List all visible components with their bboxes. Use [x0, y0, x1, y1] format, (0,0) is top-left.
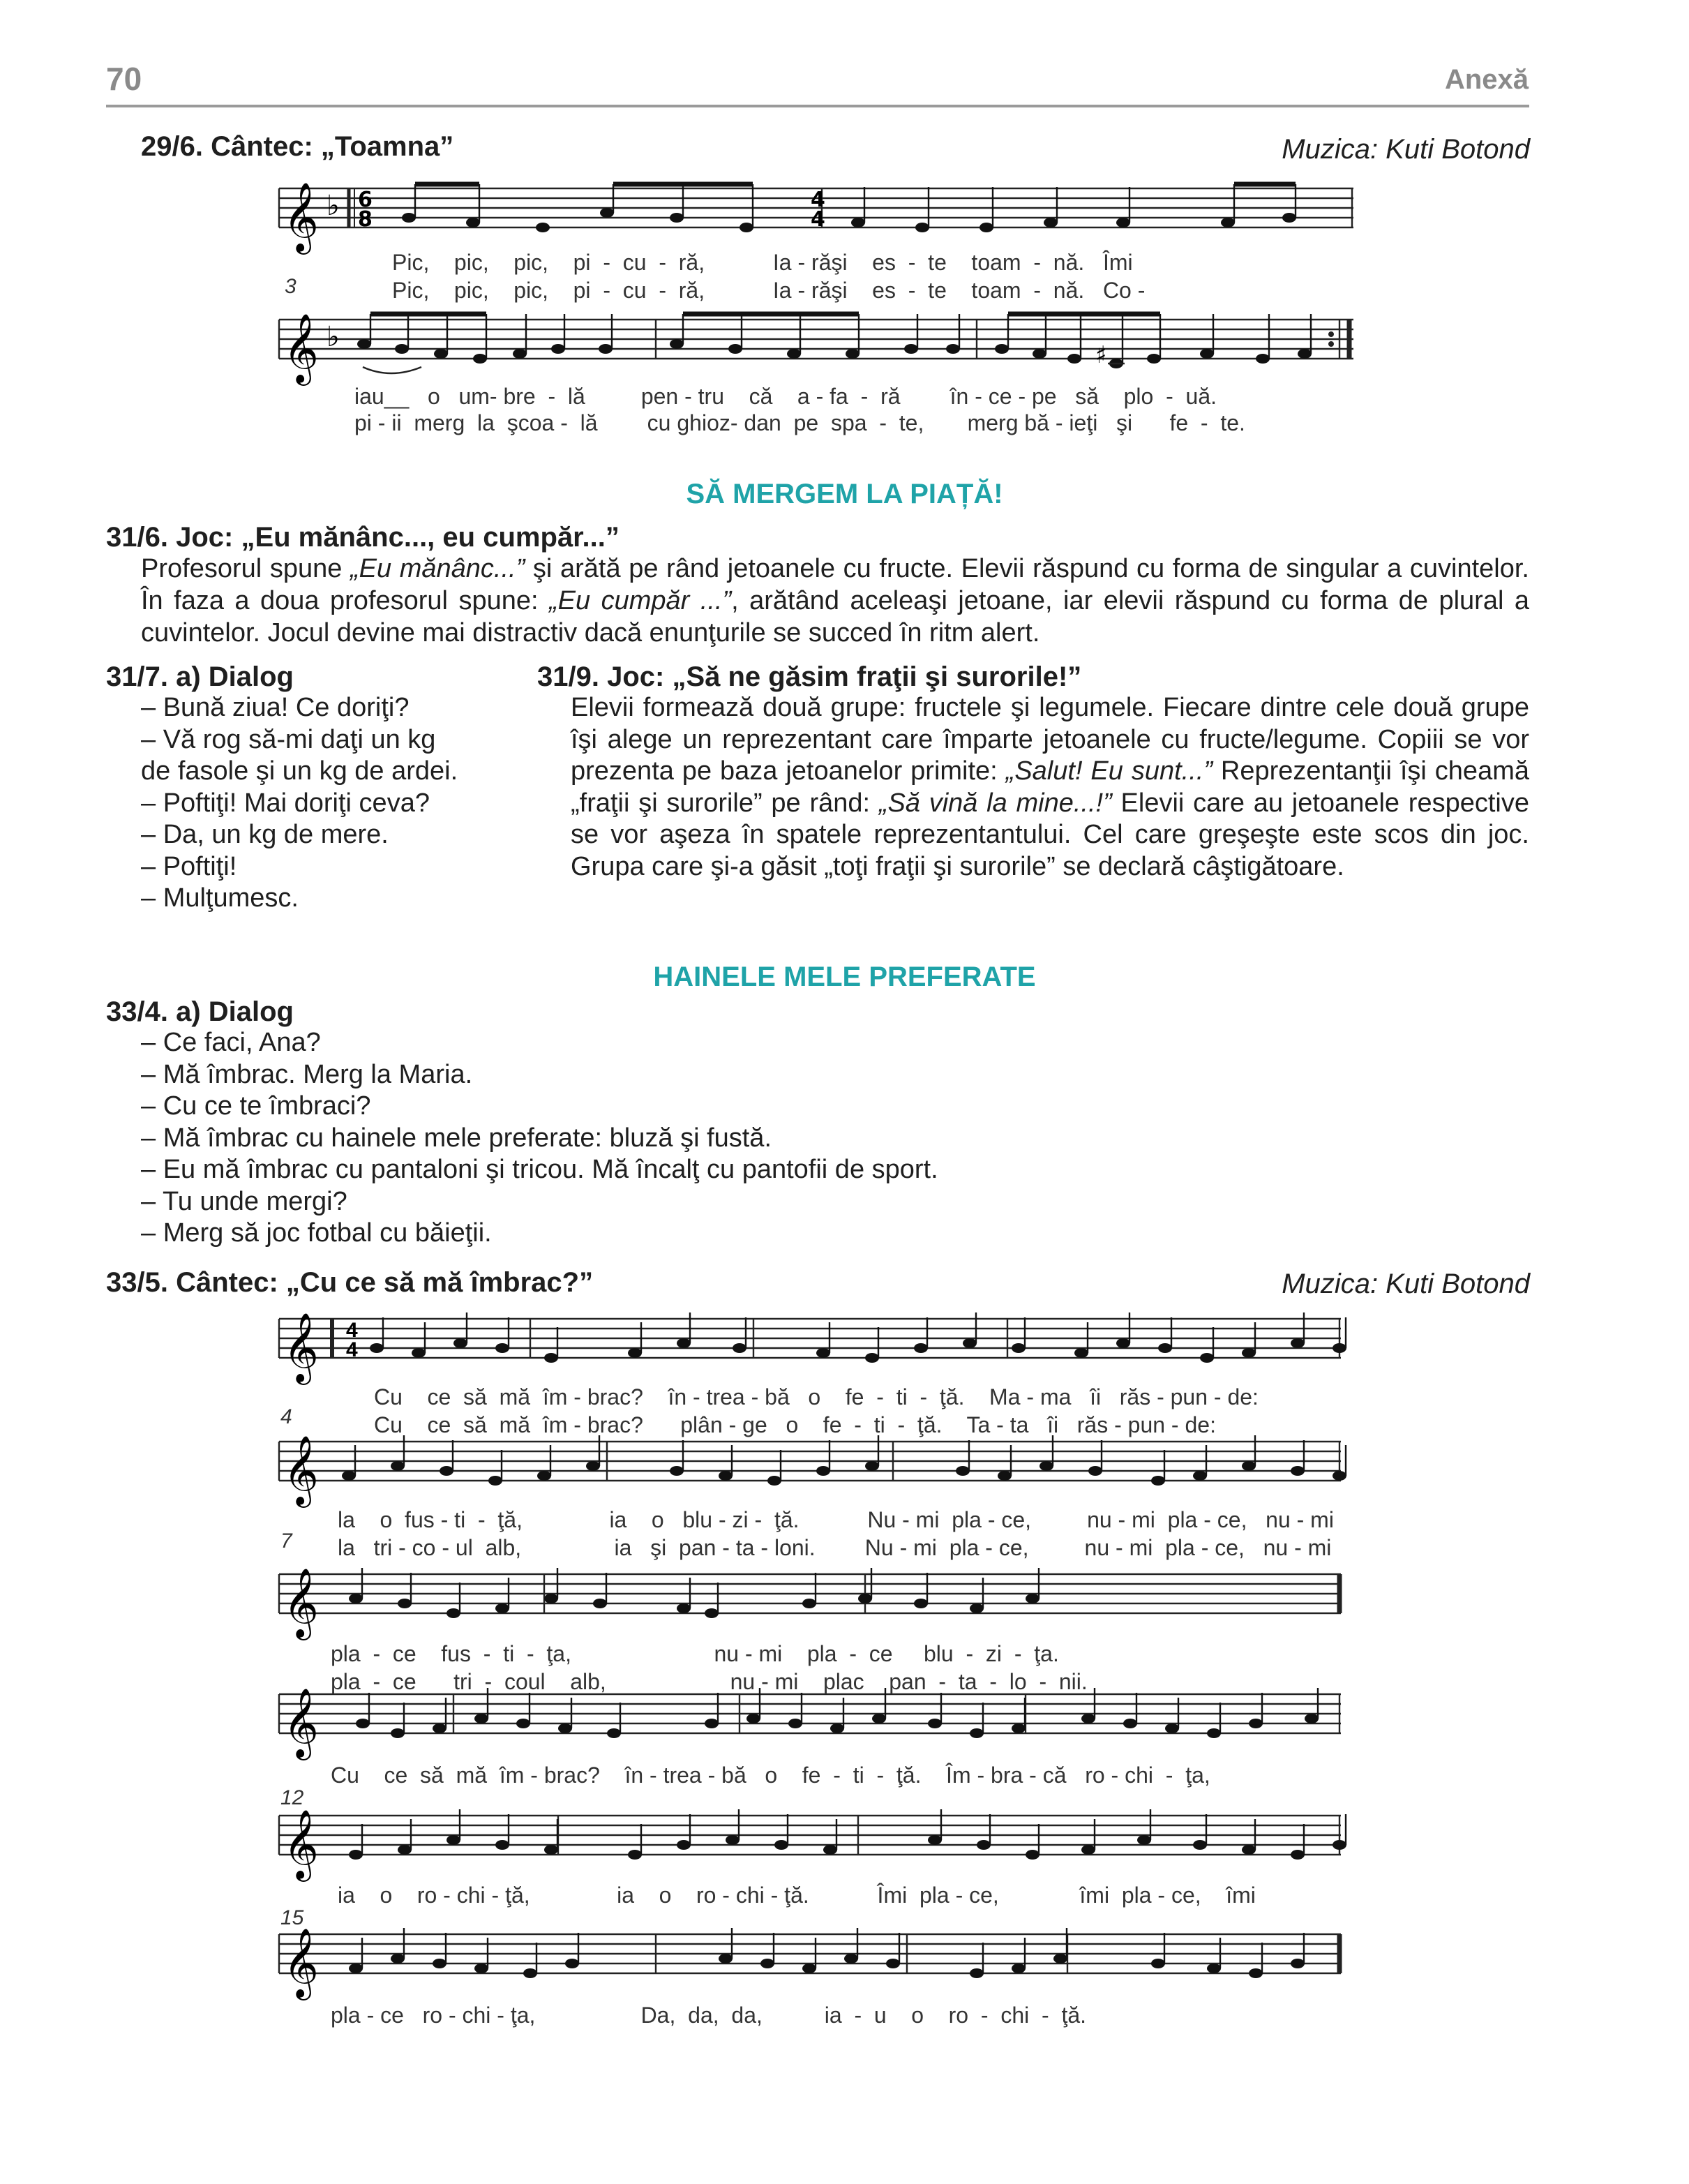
- note-head: [391, 1728, 405, 1738]
- note-head: [1012, 1343, 1026, 1353]
- note-head: [1291, 1466, 1305, 1476]
- note-head: [1081, 1714, 1095, 1723]
- note-head: [1207, 1964, 1221, 1973]
- dialog-line: – Merg să joc fotbal cu băieţii.: [141, 1218, 492, 1248]
- note-head: [1074, 1348, 1088, 1358]
- note-head: [446, 1835, 460, 1845]
- measure-number: 7: [280, 1529, 292, 1553]
- note-head: [726, 1835, 740, 1845]
- svg-text:♯: ♯: [1095, 341, 1107, 369]
- measure-number: 4: [280, 1405, 292, 1428]
- note-head: [1242, 1461, 1256, 1471]
- note-head: [342, 1471, 356, 1481]
- note-head: [440, 1466, 453, 1476]
- note-head: [495, 1603, 509, 1613]
- note-head: [802, 1599, 816, 1608]
- dialog-line: – Cu ce te îmbraci?: [141, 1091, 371, 1121]
- note-head: [977, 1840, 991, 1850]
- note-head: [1151, 1476, 1165, 1486]
- dialog-line: – Ce faci, Ana?: [141, 1028, 321, 1057]
- note-head: [433, 1723, 446, 1733]
- note-head: [719, 1954, 733, 1964]
- dialog2-lines: [141, 1027, 938, 1250]
- header-rule: [106, 105, 1529, 107]
- treble-clef-icon: 𝄞: [283, 1568, 319, 1638]
- note-head: [970, 1728, 984, 1738]
- note-head: [628, 1348, 642, 1358]
- note-head: [802, 1964, 816, 1973]
- section-heading-market: SĂ MERGEM LA PIAȚĂ!: [686, 479, 1003, 509]
- note-head: [788, 1719, 802, 1728]
- note-head: [1026, 1594, 1039, 1603]
- note-head: [1249, 1719, 1263, 1728]
- dialog-line: de fasole şi un kg de ardei.: [141, 756, 458, 786]
- song2-title: 33/5. Cântec: „Cu ce să mă îmbrac?”: [106, 1267, 594, 1298]
- note-head: [398, 1599, 412, 1608]
- note-head: [1333, 1840, 1346, 1850]
- note-head: [433, 1959, 446, 1968]
- song1-staff-1: [279, 181, 1353, 251]
- treble-clef-icon: 𝄞: [283, 1435, 319, 1505]
- song2-staff-5: [279, 1809, 1341, 1878]
- note-head: [760, 1959, 774, 1968]
- song2-staff-1: [279, 1312, 1341, 1382]
- note-head: [453, 1338, 467, 1348]
- song2-staff-2: [279, 1435, 1341, 1504]
- note-head: [928, 1719, 942, 1728]
- note-head: [1249, 1968, 1263, 1978]
- measure-number: 12: [280, 1786, 304, 1809]
- note-head: [767, 1476, 781, 1486]
- note-head: [1026, 1850, 1039, 1860]
- song1-title: 29/6. Cântec: „Toamna”: [141, 131, 454, 162]
- note-head: [586, 1461, 600, 1471]
- dialog-line: – Mă îmbrac cu hainele mele preferate: bluză şi fustă.: [141, 1123, 772, 1153]
- note-head: [1193, 1471, 1207, 1481]
- song1-credit: Muzica: Kuti Botond: [1282, 134, 1530, 165]
- note-head: [1333, 1471, 1346, 1481]
- note-head: [1012, 1723, 1026, 1733]
- game2-text: Elevii formează două grupe: fructele şi legumele. Fiecare dintre cele două grupe îşi alege un reprezentant care împarte jetoanele cu fructe/legume. Copiii se vor prezenta pe baza jetoanelor primite: „Salut! Eu sunt...” Reprezentanţii îşi cheamă „fraţii şi surorile” pe rând: „Să vină la mine...!” Elevii care au jetoanele respective se vor aşeza în spatele reprezentantului. Cel care greşeşte este scos din joc. Grupa care şi-a găsit „toţi fraţii şi surorile” se declară câştigătoare.: [571, 693, 1529, 881]
- note-head: [544, 1353, 558, 1363]
- note-head: [865, 1461, 879, 1471]
- measure-number: 15: [280, 1906, 304, 1929]
- note-head: [733, 1343, 746, 1353]
- dialog-line: – Eu mă îmbrac cu pantaloni şi tricou. Mă încalţ cu pantofii de sport.: [141, 1155, 938, 1184]
- note-head: [544, 1845, 558, 1855]
- note-head: [1165, 1723, 1179, 1733]
- measure-number: 3: [285, 275, 296, 298]
- note-head: [823, 1845, 837, 1855]
- song2-credit: Muzica: Kuti Botond: [1282, 1269, 1530, 1299]
- note-head: [523, 1968, 537, 1978]
- note-head: [1053, 1954, 1067, 1964]
- note-head: [1291, 1959, 1305, 1968]
- note-head: [1242, 1348, 1256, 1358]
- note-head: [565, 1959, 579, 1968]
- note-head: [1081, 1845, 1095, 1855]
- song2-lyrics-3b: pla - ce tri - coul alb, nu - mi plac pan - ta - lo - nii.: [331, 1669, 1088, 1694]
- game2-title: 31/9. Joc: „Să ne găsim fraţii şi surorile!”: [537, 661, 1082, 692]
- song2-staff-4: [279, 1687, 1341, 1757]
- note-head: [607, 1728, 621, 1738]
- note-head: [1200, 1353, 1214, 1363]
- dialog-line: – Mă îmbrac. Merg la Maria.: [141, 1059, 473, 1089]
- running-title: Anexă: [1444, 64, 1529, 95]
- note-head: [1158, 1343, 1172, 1353]
- note-head: [865, 1353, 879, 1363]
- note-head: [1333, 1343, 1346, 1353]
- note-head: [495, 1343, 509, 1353]
- svg-text:𝄞: 𝄞: [283, 313, 319, 383]
- note-head: [677, 1603, 691, 1613]
- note-head: [816, 1466, 830, 1476]
- song2-staff-6: [279, 1927, 1341, 1997]
- note-head: [1305, 1714, 1319, 1723]
- song2-lyrics-1a: Cu ce să mă îm - brac? în - trea - bă o fe - ti - ţă. Ma - ma îi răs - pun - de:: [374, 1384, 1259, 1409]
- note-head: [914, 1599, 928, 1608]
- treble-clef-icon: 𝄞: [283, 1688, 319, 1758]
- svg-text:8: 8: [358, 207, 373, 232]
- note-head: [446, 1608, 460, 1618]
- note-head: [1137, 1835, 1151, 1845]
- note-head: [370, 1343, 384, 1353]
- dialog-line: – Poftiţi! Mai doriţi ceva?: [141, 788, 430, 818]
- song2-lyrics-2a: la o fus - ti - ţă, ia o blu - zi - ţă. Nu - mi pla - ce, nu - mi pla - ce, nu - mi: [338, 1507, 1334, 1532]
- note-head: [956, 1466, 970, 1476]
- note-head: [970, 1603, 984, 1613]
- song2-staff-3: [279, 1567, 1341, 1637]
- treble-clef-icon: 𝄞: [283, 1928, 319, 1998]
- note-head: [544, 1594, 558, 1603]
- svg-text:6: 6: [358, 188, 373, 212]
- note-head: [914, 1343, 928, 1353]
- svg-text:4: 4: [811, 207, 825, 232]
- note-head: [670, 1466, 684, 1476]
- note-head: [474, 1714, 488, 1723]
- note-head: [558, 1723, 572, 1733]
- note-head: [963, 1338, 977, 1348]
- note-head: [349, 1964, 363, 1973]
- note-head: [719, 1471, 733, 1481]
- note-head: [1242, 1845, 1256, 1855]
- song2-lyrics-3a: pla - ce fus - ti - ţa, nu - mi pla - ce blu - zi - ţa.: [331, 1641, 1059, 1666]
- song1-lyrics-2b: pi - ii merg la şcoa - lă cu ghioz- dan pe spa - te, merg bă - ieţi şi fe - te.: [354, 410, 1245, 435]
- note-head: [398, 1845, 412, 1855]
- song1-lyrics-1b: Pic, pic, pic, pi - cu - ră, Ia - răşi es - te toam - nă. Co -: [392, 278, 1146, 303]
- svg-text:4: 4: [811, 188, 825, 212]
- svg-text:♭: ♭: [326, 190, 340, 222]
- song1-staff-2: [279, 313, 1353, 382]
- song2-lyrics-2b: la tri - co - ul alb, ia şi pan - ta - loni. Nu - mi pla - ce, nu - mi pla - ce, nu - mi: [338, 1535, 1332, 1560]
- time-signature: 4: [346, 1338, 358, 1361]
- note-head: [628, 1850, 642, 1860]
- note-head: [412, 1348, 426, 1358]
- note-head: [1039, 1461, 1053, 1471]
- dialog-line: – Mulţumesc.: [141, 883, 299, 913]
- note-head: [1116, 1338, 1130, 1348]
- svg-text:♭: ♭: [326, 321, 340, 353]
- treble-clef-icon: 𝄞: [283, 1809, 319, 1879]
- song1-lyrics-1a: Pic, pic, pic, pi - cu - ră, Ia - răşi es - te toam - nă. Îmi: [392, 250, 1133, 275]
- note-head: [391, 1954, 405, 1964]
- dialog-line: – Tu unde mergi?: [141, 1186, 347, 1216]
- note-head: [1123, 1719, 1137, 1728]
- note-head: [844, 1954, 858, 1964]
- note-head: [677, 1840, 691, 1850]
- dialog2-title: 33/4. a) Dialog: [106, 996, 294, 1027]
- note-head: [1291, 1338, 1305, 1348]
- note-head: [1207, 1728, 1221, 1738]
- note-head: [705, 1608, 719, 1618]
- note-head: [495, 1840, 509, 1850]
- song2-lyrics-1b: Cu ce să mă îm - brac? plân - ge o fe - ti - ţă. Ta - ta îi răs - pun - de:: [374, 1412, 1216, 1437]
- note-head: [1291, 1850, 1305, 1860]
- note-head: [746, 1714, 760, 1723]
- note-head: [537, 1471, 551, 1481]
- dialog-line: – Poftiţi!: [141, 851, 237, 881]
- note-head: [516, 1719, 530, 1728]
- note-head: [858, 1594, 872, 1603]
- note-head: [928, 1835, 942, 1845]
- note-head: [356, 1719, 370, 1728]
- note-head: [474, 1964, 488, 1973]
- note-head: [349, 1850, 363, 1860]
- note-head: [886, 1959, 900, 1968]
- note-head: [1012, 1964, 1026, 1973]
- song2-lyrics-5: ia o ro - chi - ţă, ia o ro - chi - ţă. Îmi pla - ce, îmi pla - ce, îmi: [338, 1883, 1256, 1908]
- svg-text:𝄞: 𝄞: [283, 182, 319, 252]
- note-head: [1193, 1840, 1207, 1850]
- dialog-line: – Da, un kg de mere.: [141, 820, 389, 849]
- note-head: [998, 1471, 1012, 1481]
- game1-text: Profesorul spune „Eu mănânc...” şi arătă pe rând jetoanele cu fructe. Elevii răspund cu forma de singular a cuvintelor. În faza a doua profesorul spune: „Eu cumpăr ...”, arătând aceleaşi jetoane, iar elevii răspund cu forma de plural a cuvintelor. Jocul devine mai distractiv dacă enunţurile se succed în ritm alert.: [141, 554, 1529, 648]
- note-head: [488, 1476, 502, 1486]
- note-head: [830, 1723, 844, 1733]
- page-number: 70: [106, 61, 142, 97]
- note-head: [349, 1594, 363, 1603]
- note-head: [816, 1348, 830, 1358]
- note-head: [970, 1968, 984, 1978]
- note-head: [593, 1599, 607, 1608]
- song1-lyrics-2a: iau__ o um- bre - lă pen - tru că a - fa - ră în - ce - pe să plo - uă.: [354, 384, 1217, 409]
- note-head: [705, 1719, 719, 1728]
- time-signature: 4: [346, 1319, 358, 1342]
- game1-title: 31/6. Joc: „Eu mănânc..., eu cumpăr...”: [106, 522, 620, 553]
- song2-lyrics-6: pla - ce ro - chi - ţa, Da, da, da, ia - u o ro - chi - ţă.: [331, 2003, 1087, 2028]
- note-head: [1151, 1959, 1165, 1968]
- note-head: [872, 1714, 886, 1723]
- note-head: [677, 1338, 691, 1348]
- note-head: [1088, 1466, 1102, 1476]
- section-heading-clothes: HAINELE MELE PREFERATE: [653, 962, 1036, 992]
- note-head: [391, 1461, 405, 1471]
- dialog1-lines: [141, 692, 458, 915]
- song2-lyrics-4: Cu ce să mă îm - brac? în - trea - bă o fe - ti - ţă. Îm - bra - că ro - chi - ţa,: [331, 1763, 1210, 1788]
- note-head: [774, 1840, 788, 1850]
- dialog-line: – Vă rog să-mi daţi un kg: [141, 724, 436, 754]
- treble-clef-icon: 𝄞: [283, 1312, 319, 1382]
- dialog1-title: 31/7. a) Dialog: [106, 661, 294, 692]
- dialog-line: – Bună ziua! Ce doriţi?: [141, 693, 410, 722]
